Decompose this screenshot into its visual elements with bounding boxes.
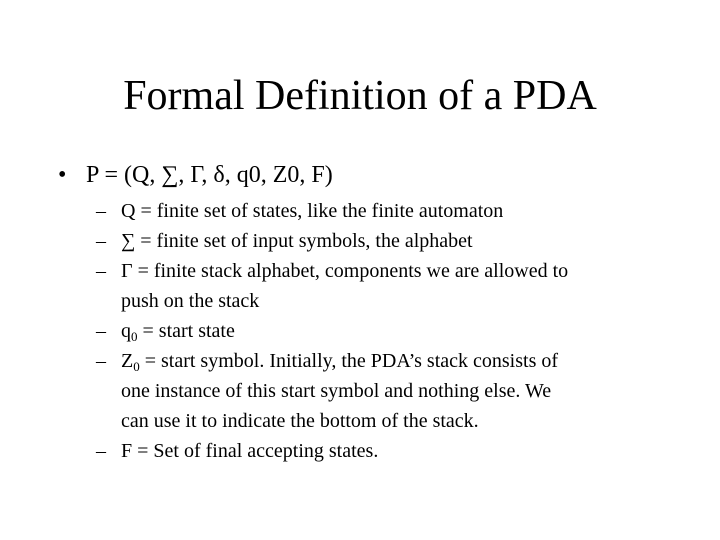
- list-item: [96, 316, 696, 346]
- item-text: = start state: [137, 320, 235, 342]
- item-text-line: can use it to indicate the bottom of the stack.: [121, 410, 479, 432]
- list-item: [96, 226, 696, 256]
- dash-marker: –: [96, 350, 106, 372]
- item-text-line: one instance of this start symbol and nothing else. We: [121, 380, 552, 402]
- symbol-subscript: 0: [131, 329, 138, 344]
- symbol: Z: [121, 350, 134, 372]
- list-item: [96, 436, 696, 466]
- item-text: ∑ = finite set of input symbols, the alphabet: [121, 230, 473, 252]
- list-item: [96, 196, 696, 226]
- item-text: F = Set of final accepting states.: [121, 440, 379, 462]
- dash-marker: –: [96, 320, 106, 342]
- list-item: [96, 256, 696, 316]
- item-text-line: push on the stack: [121, 290, 260, 312]
- main-bullet: [58, 158, 333, 192]
- slide-title: Formal Definition of a PDA: [123, 73, 597, 119]
- symbol-subscript: 0: [133, 359, 140, 374]
- symbol: q: [121, 320, 131, 342]
- item-text-line: Γ = finite stack alphabet, components we are allowed to: [121, 260, 569, 282]
- list-item: [96, 346, 696, 436]
- dash-marker: –: [96, 260, 106, 282]
- item-text: Q = finite set of states, like the finite automaton: [121, 200, 504, 222]
- item-text-line: = start symbol. Initially, the PDA’s stack consists of: [139, 350, 559, 372]
- sub-bullet-list: [96, 196, 696, 466]
- dash-marker: –: [96, 200, 106, 222]
- bullet-text: P = (Q, ∑, Γ, δ, q0, Z0, F): [86, 162, 333, 188]
- bullet-marker: •: [58, 162, 67, 188]
- dash-marker: –: [96, 230, 106, 252]
- dash-marker: –: [96, 440, 106, 462]
